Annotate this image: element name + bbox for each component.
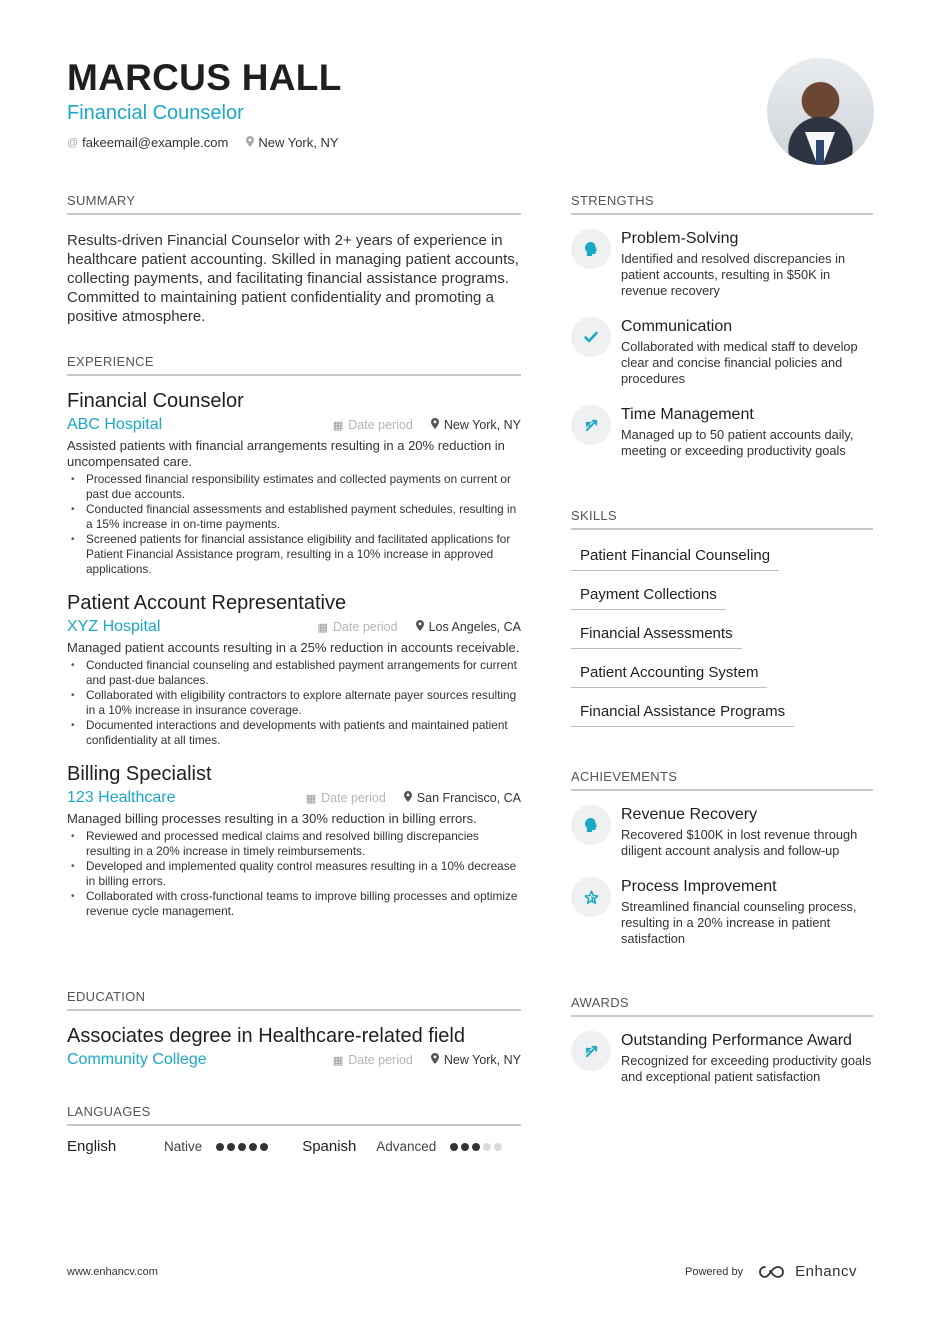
skills-section (571, 508, 873, 735)
brand-name: Enhancv (795, 1263, 857, 1280)
skill-tag: Patient Accounting System (571, 657, 767, 688)
calendar-icon: ▦ (317, 621, 328, 634)
proficiency-dots (450, 1143, 502, 1151)
brain-icon (571, 229, 611, 269)
job-title: Billing Specialist (67, 763, 212, 785)
proficiency-dot (238, 1143, 246, 1151)
item-description: Recognized for exceeding productivity goals and exceptional patient satisfaction (621, 1053, 872, 1084)
footer-website[interactable]: www.enhancv.com (67, 1266, 158, 1278)
language-name: Spanish (302, 1138, 357, 1155)
star-icon (571, 877, 611, 917)
email-text: fakeemail@example.com (82, 135, 229, 150)
skills-list (571, 540, 873, 735)
skill-row (571, 657, 873, 696)
awards-heading: AWARDS (571, 995, 873, 1017)
item-title: Outstanding Performance Award (621, 1032, 852, 1049)
item-description: Streamlined financial counseling process, resulting in a 20% increase in patient satisfaction (621, 899, 857, 946)
company-name: 123 Healthcare (67, 789, 176, 806)
languages-heading: LANGUAGES (67, 1104, 521, 1126)
skill-tag: Financial Assistance Programs (571, 696, 794, 727)
job-bullet: • Reviewed and processed medical claims and resolved billing discrepancies resulting in a 20% increase in timely reimbursements. (67, 829, 521, 859)
job-list (67, 389, 521, 919)
skill-tag: Financial Assessments (571, 618, 742, 649)
achievements-list (571, 805, 873, 947)
check-icon (571, 317, 611, 357)
calendar-icon: ▦ (332, 419, 344, 432)
experience-section (67, 354, 521, 919)
job-location: New York, NY (443, 418, 521, 432)
awards-section (571, 995, 873, 1085)
resume-header (67, 58, 767, 150)
proficiency-dot (494, 1143, 502, 1151)
job-bullet: • Processed financial responsibility estimates and collected payments on current or past due accounts. (67, 472, 521, 502)
awards-list (571, 1031, 873, 1085)
photo-tie (816, 140, 824, 165)
language-name: English (67, 1138, 117, 1155)
brain-icon (571, 805, 611, 845)
proficiency-dot (216, 1143, 224, 1151)
proficiency-dot (260, 1143, 268, 1151)
job-description: Assisted patients with financial arrangements resulting in a 20% reduction in uncompensated care. (67, 438, 505, 469)
candidate-title: Financial Counselor (67, 102, 244, 124)
powered-by-text: Powered by (685, 1265, 744, 1278)
language-list (67, 1138, 521, 1155)
proficiency-dot (450, 1143, 458, 1151)
proficiency-dot (227, 1143, 235, 1151)
location-pin-icon (404, 791, 412, 805)
infinity-logo-icon (757, 1264, 789, 1280)
job-bullet: • Collaborated with eligibility contractors to explore alternate payer sources resulting in a 10% increase in insurance coverage. (67, 688, 521, 718)
job-date: Date period (321, 791, 386, 805)
proficiency-dot (249, 1143, 257, 1151)
job-location: San Francisco, CA (416, 791, 521, 805)
language-level: Advanced (376, 1139, 437, 1154)
contact-location (246, 135, 338, 150)
job-date: Date period (348, 418, 413, 432)
job-entry (67, 762, 521, 919)
job-bullet: • Developed and implemented quality control measures resulting in a 10% decrease in billing errors. (67, 859, 521, 889)
languages-section (67, 1104, 521, 1155)
job-description: Managed billing processes resulting in a 30% reduction in billing errors. (67, 811, 477, 826)
skill-row (571, 696, 873, 735)
item-title: Time Management (621, 406, 754, 423)
school-name: Community College (67, 1051, 207, 1068)
summary-heading: SUMMARY (67, 193, 521, 215)
job-bullet: • Conducted financial assessments and established payment schedules, resulting in a 15% increase in on-time payments. (67, 502, 521, 532)
skill-row (571, 618, 873, 657)
experience-heading: EXPERIENCE (67, 354, 521, 376)
calendar-icon: ▦ (305, 792, 317, 805)
achievement-item (571, 805, 873, 859)
job-title: Financial Counselor (67, 390, 244, 412)
education-date: Date period (348, 1053, 413, 1067)
education-heading: EDUCATION (67, 989, 521, 1011)
job-date: Date period (332, 620, 398, 634)
degree-title: Associates degree in Healthcare-related field (67, 1025, 465, 1047)
item-title: Communication (621, 318, 733, 335)
strength-item (571, 317, 873, 387)
strengths-heading: STRENGTHS (571, 193, 873, 215)
job-bullets (67, 472, 521, 577)
proficiency-dot (472, 1143, 480, 1151)
education-section (67, 989, 521, 1070)
strength-item (571, 229, 873, 299)
job-bullets (67, 658, 521, 748)
location-pin-icon (431, 1053, 439, 1067)
job-title: Patient Account Representative (67, 592, 347, 614)
job-entry (67, 591, 521, 748)
education-location: New York, NY (443, 1053, 521, 1067)
summary-section (67, 193, 521, 326)
company-name: ABC Hospital (67, 416, 163, 433)
item-description: Identified and resolved discrepancies in patient accounts, resulting in $50K in revenue recovery (621, 251, 846, 298)
item-description: Managed up to 50 patient accounts daily, meeting or exceeding productivity goals (621, 427, 854, 458)
language-item (302, 1138, 521, 1155)
job-location: Los Angeles, CA (428, 620, 521, 634)
job-bullet: • Screened patients for financial assistance eligibility and facilitated applications for Patient Financial Assistance program, resulting in a 10% increase in approved applications. (67, 532, 521, 577)
location-pin-icon (416, 620, 424, 634)
job-bullet: • Collaborated with cross-functional teams to improve billing processes and optimize revenue cycle management. (67, 889, 521, 919)
achievement-item (571, 877, 873, 947)
item-title: Problem-Solving (621, 230, 739, 247)
calendar-icon: ▦ (332, 1054, 344, 1067)
arrows-icon (571, 405, 611, 445)
language-item (67, 1138, 302, 1155)
location-pin-icon (246, 136, 254, 150)
arrows-icon (571, 1031, 611, 1071)
achievements-section (571, 769, 873, 947)
item-title: Revenue Recovery (621, 806, 758, 823)
location-text: New York, NY (258, 135, 339, 150)
proficiency-dots (216, 1143, 268, 1151)
language-level: Native (164, 1139, 203, 1154)
skill-row (571, 579, 873, 618)
at-icon: @ (67, 136, 79, 149)
company-name: XYZ Hospital (67, 618, 161, 635)
candidate-name: MARCUS HALL (67, 57, 342, 98)
job-description: Managed patient accounts resulting in a 25% reduction in accounts receivable. (67, 640, 520, 655)
skills-heading: SKILLS (571, 508, 873, 530)
skill-tag: Patient Financial Counseling (571, 540, 779, 571)
contact-email[interactable] (67, 135, 228, 150)
profile-photo (767, 58, 874, 165)
strength-item (571, 405, 873, 459)
job-bullets (67, 829, 521, 919)
skill-row (571, 540, 873, 579)
job-bullet: • Conducted financial counseling and established payment arrangements for current and past-due balances. (67, 658, 521, 688)
item-description: Recovered $100K in lost revenue through diligent account analysis and follow-up (621, 827, 858, 858)
summary-text: Results-driven Financial Counselor with 2+ years of experience in healthcare patient accounting. Skilled in managing patient accounts, collecting payments, and facilitating financial assistance programs. Committed to maintaining patient confidentiality and promoting a positive atmosphere. (67, 232, 519, 325)
enhancv-logo[interactable] (757, 1263, 857, 1280)
item-title: Process Improvement (621, 878, 777, 895)
award-item (571, 1031, 873, 1085)
strengths-section (571, 193, 873, 459)
item-description: Collaborated with medical staff to develop clear and concise financial policies and procedures (621, 339, 858, 386)
footer-branding (685, 1263, 857, 1280)
skill-tag: Payment Collections (571, 579, 726, 610)
achievements-heading: ACHIEVEMENTS (571, 769, 873, 791)
location-pin-icon (431, 418, 439, 432)
contact-info (67, 135, 767, 150)
proficiency-dot (483, 1143, 491, 1151)
proficiency-dot (461, 1143, 469, 1151)
job-bullet: • Documented interactions and developments with patients and maintained patient confidentiality at all times. (67, 718, 521, 748)
job-entry (67, 389, 521, 577)
strengths-list (571, 229, 873, 459)
